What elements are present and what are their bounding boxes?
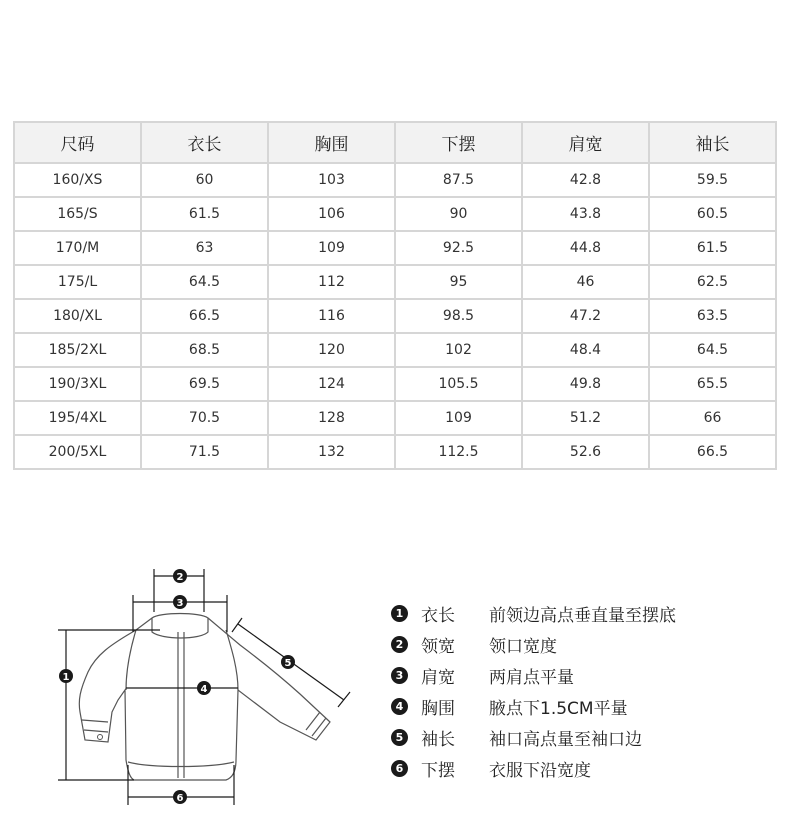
legend-number-badge: 2 (391, 636, 408, 653)
header-shoulder: 肩宽 (522, 122, 649, 163)
table-cell: 59.5 (649, 163, 776, 197)
table-cell: 44.8 (522, 231, 649, 265)
table-cell: 112.5 (395, 435, 522, 469)
legend-number-badge: 1 (391, 605, 408, 622)
svg-text:2: 2 (176, 572, 184, 583)
table-cell: 43.8 (522, 197, 649, 231)
table-row (14, 197, 776, 231)
legend-description: 领口宽度 (489, 637, 557, 657)
jacket-zipper (178, 632, 184, 778)
table-cell: 52.6 (522, 435, 649, 469)
legend-name: 下摆 (421, 761, 455, 781)
table-cell: 87.5 (395, 163, 522, 197)
table-row (14, 333, 776, 367)
legend-item (388, 660, 778, 691)
marker-3 (173, 595, 187, 609)
table-cell: 109 (268, 231, 395, 265)
legend-name: 袖长 (421, 730, 455, 750)
cuff-button (98, 735, 103, 740)
jacket-collar (152, 614, 208, 639)
jacket-measurement-diagram (50, 565, 370, 815)
table-cell: 102 (395, 333, 522, 367)
table-cell: 63 (141, 231, 268, 265)
header-chest: 胸围 (268, 122, 395, 163)
legend-item (388, 722, 778, 753)
marker-4 (197, 681, 211, 695)
table-row (14, 435, 776, 469)
marker-2 (173, 569, 187, 583)
table-cell: 120 (268, 333, 395, 367)
table-cell: 124 (268, 367, 395, 401)
table-cell: 48.4 (522, 333, 649, 367)
table-cell: 61.5 (141, 197, 268, 231)
table-cell: 195/4XL (14, 401, 141, 435)
table-cell: 51.2 (522, 401, 649, 435)
table-cell: 47.2 (522, 299, 649, 333)
table-cell: 63.5 (649, 299, 776, 333)
table-row (14, 401, 776, 435)
table-cell: 60 (141, 163, 268, 197)
marker-5 (281, 655, 295, 669)
table-cell: 175/L (14, 265, 141, 299)
legend-description: 两肩点平量 (489, 668, 574, 688)
table-cell: 132 (268, 435, 395, 469)
table-cell: 71.5 (141, 435, 268, 469)
table-cell: 90 (395, 197, 522, 231)
table-cell: 170/M (14, 231, 141, 265)
table-row (14, 265, 776, 299)
table-cell: 61.5 (649, 231, 776, 265)
table-cell: 185/2XL (14, 333, 141, 367)
table-cell: 112 (268, 265, 395, 299)
jacket-cuff-left (82, 720, 108, 732)
svg-text:3: 3 (176, 598, 184, 609)
svg-text:4: 4 (200, 684, 208, 695)
marker-6 (173, 790, 187, 804)
table-cell: 68.5 (141, 333, 268, 367)
table-cell: 60.5 (649, 197, 776, 231)
table-cell: 49.8 (522, 367, 649, 401)
legend-item (388, 691, 778, 722)
table-row (14, 299, 776, 333)
legend-number-badge: 4 (391, 698, 408, 715)
legend-description: 腋点下1.5CM平量 (489, 699, 628, 719)
table-cell: 65.5 (649, 367, 776, 401)
legend-number-badge: 5 (391, 729, 408, 746)
table-row (14, 163, 776, 197)
table-header-row (14, 122, 776, 163)
table-cell: 98.5 (395, 299, 522, 333)
legend-name: 肩宽 (421, 668, 455, 688)
table-cell: 160/XS (14, 163, 141, 197)
svg-text:1: 1 (62, 672, 70, 683)
legend-description: 袖口高点量至袖口边 (489, 730, 642, 750)
table-cell: 103 (268, 163, 395, 197)
legend-number-badge: 3 (391, 667, 408, 684)
header-size: 尺码 (14, 122, 141, 163)
legend-name: 衣长 (421, 606, 455, 626)
legend-name: 领宽 (421, 637, 455, 657)
jacket-armhole-left (126, 630, 136, 690)
table-cell: 92.5 (395, 231, 522, 265)
legend-name: 胸围 (421, 699, 455, 719)
svg-text:5: 5 (284, 658, 292, 669)
table-cell: 128 (268, 401, 395, 435)
table-cell: 66.5 (649, 435, 776, 469)
table-cell: 62.5 (649, 265, 776, 299)
table-cell: 116 (268, 299, 395, 333)
table-row (14, 231, 776, 265)
marker-1 (59, 669, 73, 683)
legend-description: 前领边高点垂直量至摆底 (489, 606, 676, 626)
table-cell: 70.5 (141, 401, 268, 435)
table-cell: 95 (395, 265, 522, 299)
table-cell: 190/3XL (14, 367, 141, 401)
legend-item (388, 598, 778, 629)
table-cell: 180/XL (14, 299, 141, 333)
table-cell: 66 (649, 401, 776, 435)
jacket-body-outline (79, 618, 330, 780)
legend-number-badge: 6 (391, 760, 408, 777)
table-cell: 200/5XL (14, 435, 141, 469)
header-hem: 下摆 (395, 122, 522, 163)
table-cell: 165/S (14, 197, 141, 231)
table-cell: 66.5 (141, 299, 268, 333)
table-row (14, 367, 776, 401)
table-cell: 64.5 (649, 333, 776, 367)
header-length: 衣长 (141, 122, 268, 163)
size-chart-table (13, 121, 777, 470)
legend-item (388, 629, 778, 660)
table-cell: 42.8 (522, 163, 649, 197)
measurement-legend (388, 598, 778, 784)
legend-item (388, 753, 778, 784)
table-cell: 69.5 (141, 367, 268, 401)
table-cell: 109 (395, 401, 522, 435)
table-cell: 64.5 (141, 265, 268, 299)
table-cell: 106 (268, 197, 395, 231)
table-cell: 105.5 (395, 367, 522, 401)
header-sleeve: 袖长 (649, 122, 776, 163)
table-cell: 46 (522, 265, 649, 299)
svg-text:6: 6 (176, 793, 184, 804)
jacket-hem (128, 762, 234, 767)
legend-description: 衣服下沿宽度 (489, 761, 591, 781)
